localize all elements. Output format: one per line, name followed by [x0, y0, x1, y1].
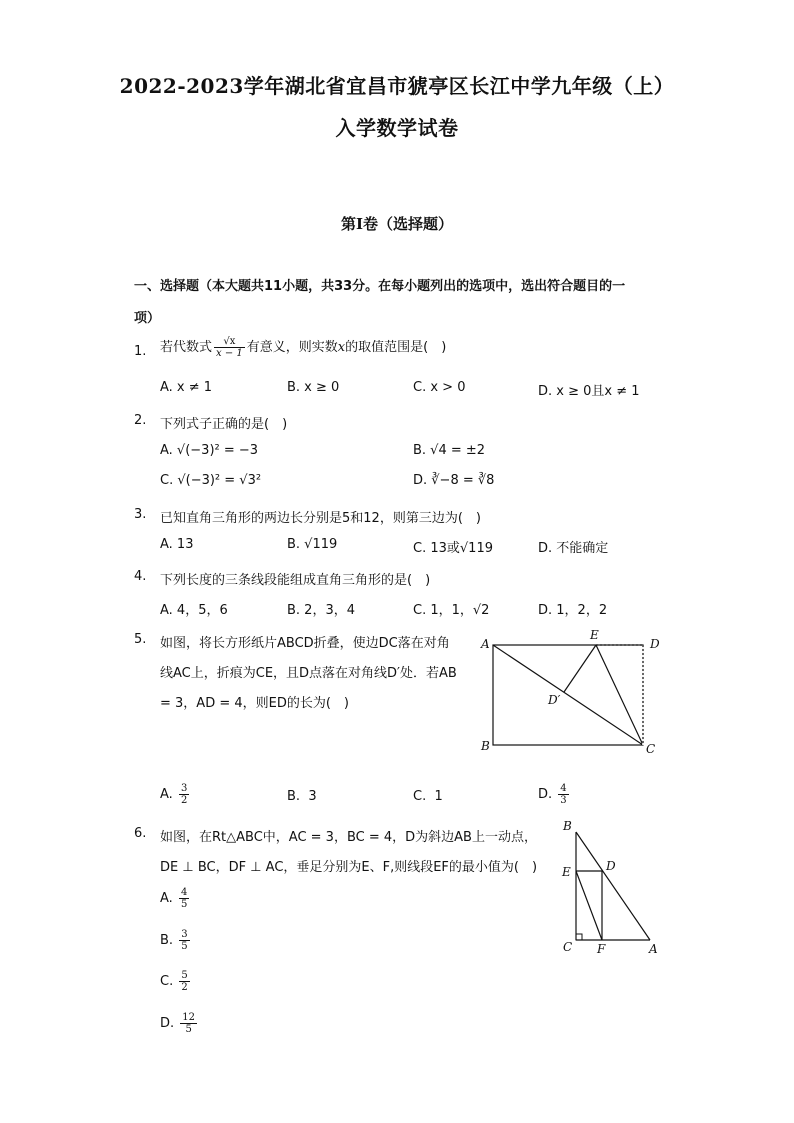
q2-option-d[interactable]: D. ∛−8 = ∛8	[413, 473, 495, 488]
option-label: C.	[160, 974, 174, 989]
question-5-stem-line2: 线AC上，折痕为CE，且D点落在对角线D′处．若AB	[160, 666, 457, 681]
q1-fraction	[214, 336, 245, 359]
q6-figure	[556, 818, 668, 958]
question-number: 3.	[134, 507, 147, 522]
q1-stem-end: 的取值范围是( )	[345, 340, 447, 355]
question-4-stem: 下列长度的三条线段能组成直角三角形的是( )	[160, 573, 431, 588]
q1-option-b[interactable]: B. x ≥ 0	[287, 380, 340, 395]
q6-option-c[interactable]	[160, 970, 192, 993]
q5-option-b[interactable]	[287, 789, 317, 804]
page-title: 2022-2023学年湖北省宜昌市猇亭区长江中学九年级（上）	[119, 74, 675, 98]
question-3-stem: 已知直角三角形的两边长分别是5和12，则第三边为( )	[160, 511, 481, 526]
frac-den: 5	[180, 899, 188, 910]
frac-den: 2	[181, 982, 188, 993]
q1-stem-pre: 若代数式	[160, 340, 213, 355]
question-number: 6.	[134, 826, 147, 841]
q1-option-c[interactable]: C. x > 0	[413, 380, 466, 395]
q4-option-b[interactable]: B. 2，3，4	[287, 603, 355, 618]
q1-var: x	[337, 340, 346, 355]
q3-option-c[interactable]: C. 13或√119	[413, 541, 493, 556]
question-1-stem	[160, 336, 446, 359]
question-6-stem-line1: 如图，在Rt△ABC中，AC = 3，BC = 4，D为斜边AB上一动点，	[160, 830, 537, 845]
frac-num: 4	[180, 887, 188, 898]
q1-option-a[interactable]: A. x ≠ 1	[160, 380, 213, 395]
frac-num: 4	[560, 783, 567, 794]
label-c: C	[646, 742, 656, 756]
label-a: A	[649, 942, 658, 956]
q2-option-b[interactable]: B. √4 = ±2	[413, 443, 486, 458]
q2-option-c[interactable]: C. √(−3)² = √3²	[160, 473, 262, 488]
option-label: A.	[160, 787, 173, 802]
q5-figure	[476, 628, 676, 760]
q1-frac-den: x − 1	[216, 348, 243, 359]
question-number: 4.	[134, 569, 147, 584]
q3-option-a[interactable]: A. 13	[160, 537, 194, 552]
option-label: C.	[413, 789, 427, 804]
q6-option-b[interactable]	[160, 929, 192, 952]
question-number: 5.	[134, 632, 147, 647]
label-d: D	[606, 859, 616, 873]
label-e: E	[590, 628, 599, 642]
option-label: B.	[287, 789, 301, 804]
frac-den: 5	[185, 1024, 192, 1035]
q1-stem-post: 有意义，则实数	[246, 340, 338, 355]
frac-num: 5	[181, 970, 188, 981]
section-heading: 第I卷（选择题）	[340, 215, 454, 233]
label-d: D	[650, 637, 660, 651]
segment-ef	[576, 871, 602, 940]
q6-option-d[interactable]	[160, 1012, 199, 1035]
label-b: B	[481, 739, 490, 753]
label-e: E	[562, 865, 571, 879]
right-angle-mark	[576, 934, 582, 940]
q5-option-a[interactable]	[160, 783, 191, 806]
question-6-stem-line2: DE ⊥ BC，DF ⊥ AC，垂足分别为E、F,则线段EF的最小值为( )	[160, 860, 538, 875]
frac-num: 12	[182, 1012, 196, 1023]
label-a: A	[481, 637, 490, 651]
option-text: 3	[308, 789, 317, 804]
frac-den: 2	[180, 795, 188, 806]
frac-num: 3	[181, 929, 188, 940]
question-number: 2.	[134, 413, 147, 428]
instructions-line1: 一、选择题（本大题共11小题，共33分。在每小题列出的选项中，选出符合题目的一	[134, 279, 626, 294]
hypotenuse-ab	[576, 832, 650, 940]
q3-option-d[interactable]: D. 不能确定	[538, 541, 609, 556]
q3-option-b[interactable]: B. √119	[287, 537, 338, 552]
page-subtitle: 入学数学试卷	[335, 116, 459, 140]
instructions-line2: 项）	[134, 311, 161, 326]
option-label: A.	[160, 891, 173, 906]
q6-option-a[interactable]	[160, 887, 191, 910]
q4-option-d[interactable]: D. 1，2，2	[538, 603, 608, 618]
label-f: F	[597, 942, 606, 956]
label-c: C	[563, 940, 573, 954]
q1-frac-num: √x	[214, 336, 245, 348]
q4-option-a[interactable]: A. 4，5，6	[160, 603, 228, 618]
question-5-stem-line3: = 3，AD = 4，则ED的长为( )	[160, 696, 349, 711]
option-label: B.	[160, 933, 174, 948]
question-5-stem-line1: 如图，将长方形纸片ABCD折叠，使边DC落在对角	[160, 636, 450, 651]
q4-option-c[interactable]: C. 1，1，√2	[413, 603, 490, 618]
frac-den: 5	[181, 941, 188, 952]
diagonal-ac	[493, 645, 643, 745]
segment-ed	[564, 645, 596, 692]
question-number: 1.	[134, 344, 147, 359]
frac-den: 3	[560, 795, 567, 806]
option-label: D.	[538, 787, 553, 802]
q5-option-d[interactable]	[538, 783, 571, 806]
label-b: B	[563, 819, 572, 833]
q5-option-c[interactable]	[413, 789, 443, 804]
q1-option-d[interactable]: D. x ≥ 0且x ≠ 1	[538, 384, 640, 399]
label-d-prime: D′	[548, 693, 561, 707]
question-2-stem: 下列式子正确的是( )	[160, 417, 288, 432]
option-text: 1	[434, 789, 443, 804]
q2-option-a[interactable]: A. √(−3)² = −3	[160, 443, 259, 458]
option-label: D.	[160, 1016, 175, 1031]
frac-num: 3	[180, 783, 188, 794]
